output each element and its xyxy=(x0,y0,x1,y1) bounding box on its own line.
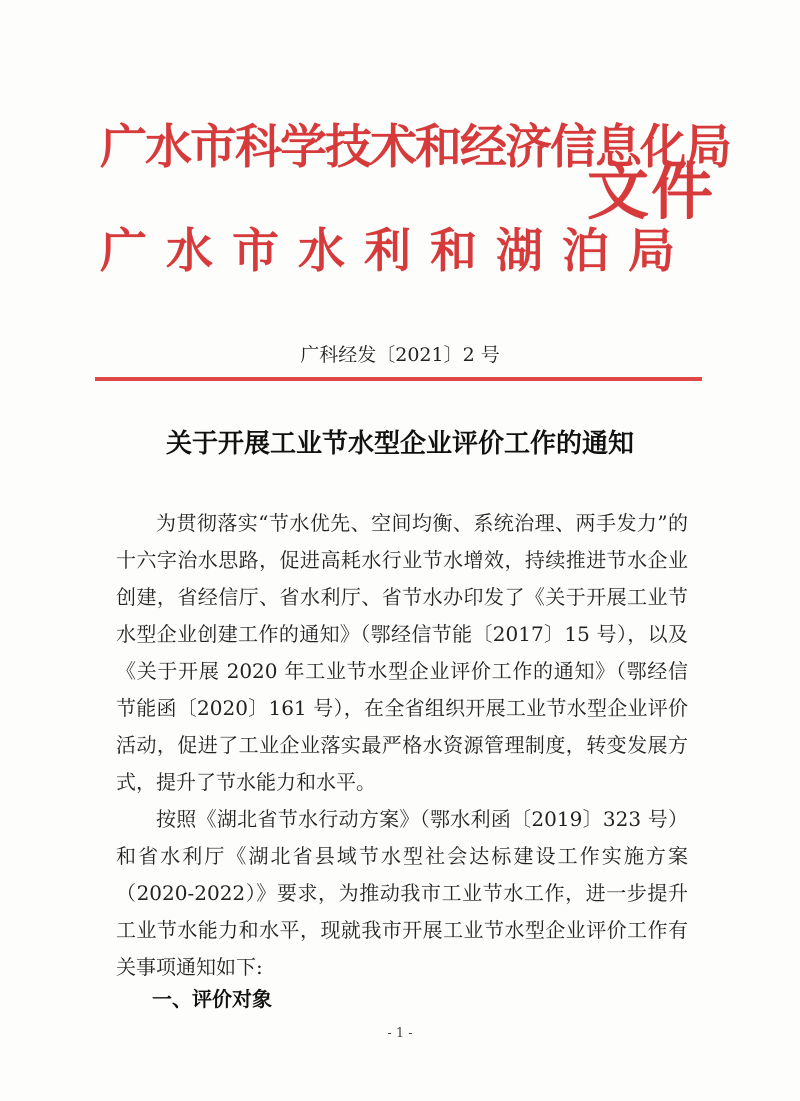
notice-title: 关于开展工业节水型企业评价工作的通知 xyxy=(165,429,634,459)
paragraph: 按照《湖北省节水行动方案》（鄂水利函〔2019〕323 号）和省水利厅《湖北省县域节水型社会达标建设工作实施方案（2020-2022）》要求，为推动我市工业节水工作，进一步提升工业节水能力和水平，现就我市开展工业节水型企业评价工作有关事项通知如下: xyxy=(116,807,688,979)
document-label: 文件 xyxy=(587,155,716,228)
paragraph: 为贯彻落实“节水优先、空间均衡、系统治理、两手发力”的十六字治水思路，促进高耗水行业节水增效，持续推进节水企业创建，省经信厅、省水利厅、省节水办印发了《关于开展工业节水型企业创建工作的通知》（鄂经信节能〔2017〕15 号），以及《关于开展 2020 年工业节水型企业评价工作的通知》（鄂经信节能函〔2020〕161 号），在全省组织开展工业节水型企业评价活动，促进了工业企业落实最严格水资源管理制度，转变发展方式，提升了节水能力和水平。 xyxy=(116,511,688,794)
issuer-name-1: 广水市科学技术和经济信息化局 xyxy=(100,120,730,175)
page-number: - 1 - xyxy=(387,1026,413,1041)
red-divider xyxy=(95,377,702,381)
notice-body xyxy=(116,505,688,986)
document-number: 广科经发〔2021〕2 号 xyxy=(300,344,500,366)
issuer-name-2: 广水市水利和湖泊局 xyxy=(100,224,694,279)
section-heading: 一、评价对象 xyxy=(152,987,272,1011)
